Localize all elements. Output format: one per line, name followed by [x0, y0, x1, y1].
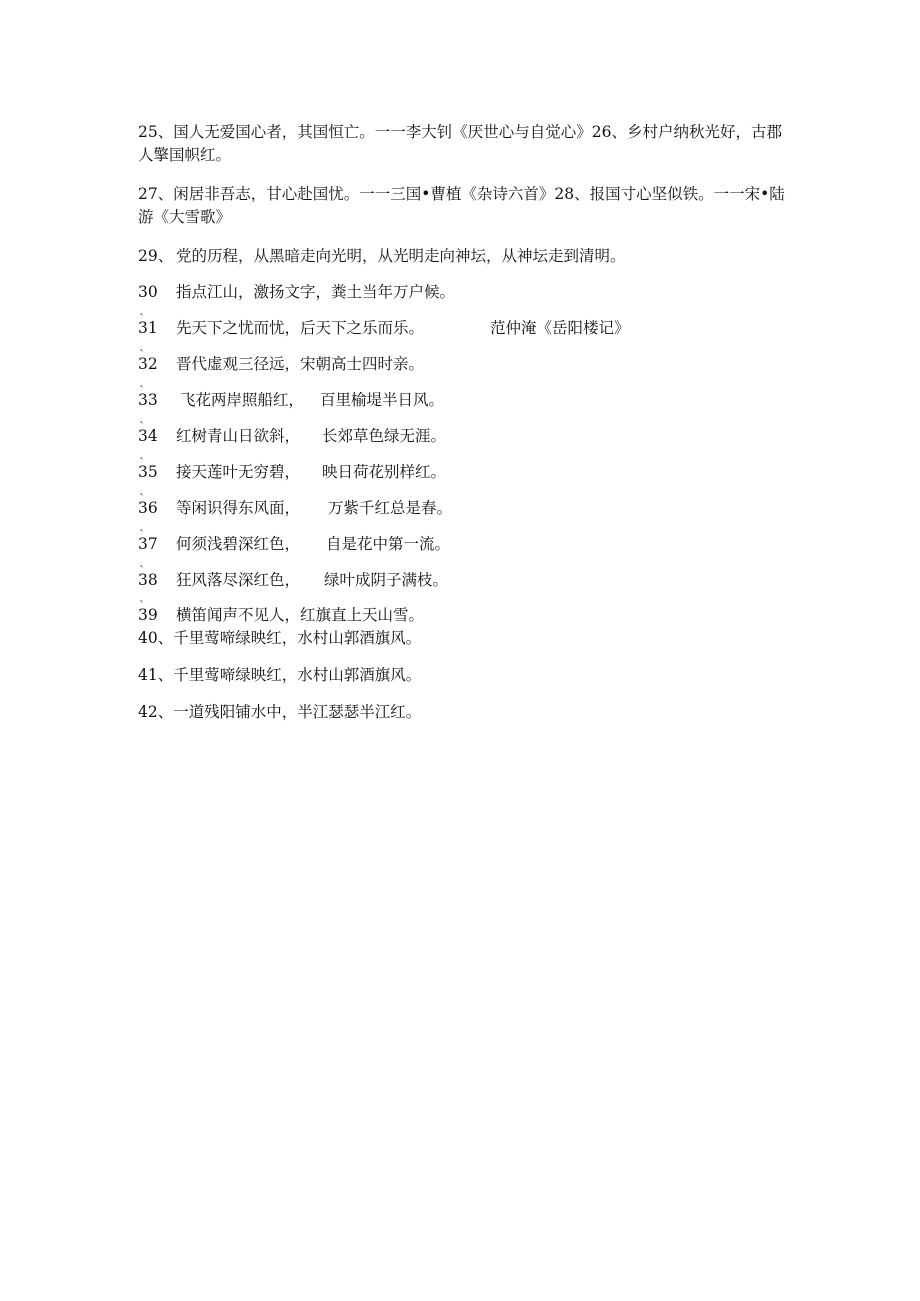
- quote-number: ˋ 33: [138, 389, 176, 412]
- quote-number: ˋ 32: [138, 353, 176, 376]
- quote-text: 指点江山，激扬文字，粪土当年万户候。: [176, 283, 456, 301]
- quote-text: 红树青山日欲斜，: [176, 427, 301, 445]
- quote-number: ˋ 31: [138, 317, 176, 340]
- quote-number: ˋ 34: [138, 425, 176, 448]
- quote-text-second: 百里榆堤半日风。: [320, 391, 445, 409]
- quote-text: 横笛闻声不见人，红旗直上天山雪。: [176, 606, 425, 624]
- quote-number: 29、: [138, 247, 174, 265]
- quote-35: [138, 461, 788, 484]
- quote-text: 飞花两岸照船红，: [180, 391, 305, 409]
- quote-text-second: 映日荷花别样红。: [322, 463, 447, 481]
- quote-text-second: 自是花中第一流。: [326, 535, 451, 553]
- quote-37: [138, 533, 788, 556]
- quote-29: [138, 245, 788, 268]
- quote-27-28: 27、闲居非吾志，甘心赴国忧。一一三国•曹植《杂诗六首》28、报国寸心坚似铁。一一宋•陆游《大雪歌》: [138, 185, 785, 226]
- quote-number: ˋ 38: [138, 569, 176, 592]
- quote-41: 41、千里莺啼绿映红，水村山郭酒旗风。: [138, 666, 422, 684]
- quote-38: [138, 569, 788, 592]
- quote-text: 何须浅碧深红色，: [176, 535, 301, 553]
- quote-text-second: 长郊草色绿无涯。: [322, 427, 447, 445]
- quote-number: ˋ 36: [138, 497, 176, 520]
- quote-42: 42、一道残阳铺水中，半江瑟瑟半江红。: [138, 703, 422, 721]
- quote-36: [138, 497, 788, 520]
- document-body: [138, 121, 788, 724]
- quote-number: ˋ 37: [138, 533, 176, 556]
- quote-34: [138, 425, 788, 448]
- quote-number: ˋ 35: [138, 461, 176, 484]
- quote-text: 狂风落尽深红色，: [176, 571, 301, 589]
- quote-text-second: 万紫千红总是春。: [328, 499, 453, 517]
- quote-text: 接天莲叶无穷碧，: [176, 463, 301, 481]
- quote-32: [138, 353, 788, 376]
- quote-33: [138, 389, 788, 412]
- quote-text: 等闲识得东风面，: [176, 499, 301, 517]
- quote-number: 30: [138, 283, 158, 301]
- quote-30: [138, 281, 788, 304]
- quote-31: [138, 317, 788, 340]
- quote-text: 先天下之忧而忧，后天下之乐而乐。: [176, 319, 425, 337]
- quote-40: 40、千里莺啼绿映红，水村山郭酒旗风。: [138, 629, 422, 647]
- quote-text-second: 绿叶成阴子满枝。: [324, 571, 449, 589]
- quote-39: [138, 604, 788, 627]
- quote-text: 晋代虚观三径远，宋朝高士四时亲。: [176, 355, 425, 373]
- quote-number: ˋ 39: [138, 604, 176, 627]
- quote-text: 党的历程，从黑暗走向光明，从光明走向神坛，从神坛走到清明。: [176, 247, 626, 265]
- quote-25-26: 25、国人无爱国心者，其国恒亡。一一李大钊《厌世心与自觉心》26、乡村户纳秋光好，古郡人擎国帜红。: [138, 123, 782, 164]
- quote-source: 范仲淹《岳阳楼记》: [490, 319, 630, 337]
